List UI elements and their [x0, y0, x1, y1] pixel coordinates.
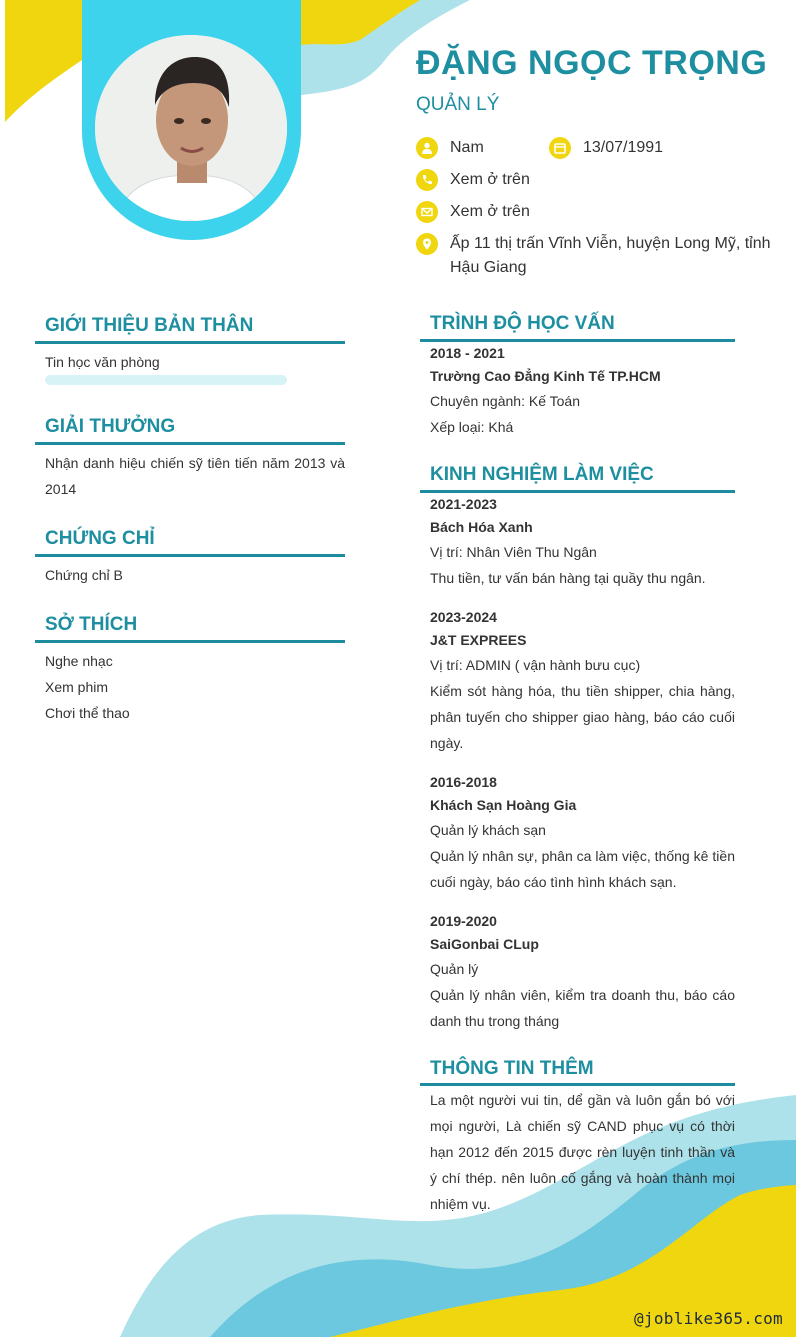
job-company: Khách Sạn Hoàng Gia: [430, 797, 577, 813]
job-description: Quản lý nhân viên, kiểm tra doanh thu, báo cáo danh thu trong tháng: [430, 987, 735, 1029]
birthday-value: 13/07/1991: [583, 139, 664, 156]
hobby-item: Xem phim: [45, 679, 109, 695]
job-period: 2019-2020: [430, 913, 497, 929]
location-pin-icon: [416, 233, 438, 255]
education-grade: Xếp loại: Khá: [430, 419, 514, 435]
education-major: Chuyên ngành: Kế Toán: [430, 393, 580, 409]
job-position: Vị trí: Nhân Viên Thu Ngân: [430, 544, 597, 560]
job-position: Quản lý: [430, 961, 479, 977]
certs-section-title: CHỨNG CHỈ: [45, 528, 155, 549]
job-company: Bách Hóa Xanh: [430, 519, 533, 535]
job-company: SaiGonbai CLup: [430, 936, 539, 952]
education-section-title: TRÌNH ĐỘ HỌC VẤN: [430, 313, 615, 334]
job-position: Vị trí: ADMIN ( vận hành bưu cục): [430, 657, 641, 673]
job-description: Kiểm sót hàng hóa, thu tiền shipper, chia hàng, phân tuyến cho shipper giao hàng, báo cáo cuối ngày.: [430, 683, 735, 751]
gender-row: [416, 136, 484, 160]
phone-icon: [416, 169, 438, 191]
mail-icon: [416, 201, 438, 223]
email-row: [416, 200, 530, 224]
top-left-yellow-wave: [5, 0, 82, 122]
intro-section-title: GIỚI THIỆU BẢN THÂN: [45, 315, 254, 336]
hobbies-section-divider: [35, 640, 345, 643]
extra-section-divider: [420, 1083, 735, 1086]
education-period: 2018 - 2021: [430, 345, 505, 361]
birthday-row: [549, 136, 663, 160]
job-description: Thu tiền, tư vấn bán hàng tại quầy thu ngân.: [430, 570, 706, 586]
job-position: Quản lý khách sạn: [430, 822, 546, 838]
skill-name: Tin học văn phòng: [45, 354, 160, 370]
phone-value: Xem ở trên: [450, 171, 530, 188]
intro-section-divider: [35, 341, 345, 344]
hobby-item: Nghe nhạc: [45, 653, 113, 669]
job-title: QUẢN LÝ: [416, 94, 500, 115]
certs-section-divider: [35, 554, 345, 557]
extra-section-title: THÔNG TIN THÊM: [430, 1058, 594, 1079]
skill-bar: [45, 375, 287, 385]
email-value: Xem ở trên: [450, 203, 530, 220]
awards-section-title: GIẢI THƯỞNG: [45, 416, 176, 437]
phone-row: [416, 168, 530, 192]
experience-section-title: KINH NGHIỆM LÀM VIỆC: [430, 464, 654, 485]
hobbies-section-title: SỞ THÍCH: [45, 614, 138, 635]
calendar-icon: [549, 137, 571, 159]
gender-value: Nam: [450, 139, 484, 156]
school-name: Trường Cao Đẳng Kinh Tế TP.HCM: [430, 368, 661, 384]
job-company: J&T EXPREES: [430, 632, 527, 648]
awards-text: Nhận danh hiệu chiến sỹ tiên tiến năm 2013 và 2014: [45, 455, 345, 497]
watermark: @joblike365.com: [634, 1309, 783, 1328]
job-period: 2016-2018: [430, 774, 497, 790]
address-value: Ấp 11 thị trấn Vĩnh Viễn, huyện Long Mỹ, tỉnh Hậu Giang: [450, 235, 771, 276]
user-icon: [416, 137, 438, 159]
job-period: 2023-2024: [430, 609, 497, 625]
profile-photo: [95, 35, 287, 221]
hobby-item: Chơi thể thao: [45, 705, 130, 721]
job-description: Quản lý nhân sự, phân ca làm việc, thống kê tiền cuối ngày, báo cáo tình hình khách sạn.: [430, 848, 735, 890]
candidate-name: ĐẶNG NGỌC TRỌNG: [416, 44, 768, 82]
address-row: [416, 232, 776, 280]
job-period: 2021-2023: [430, 496, 497, 512]
awards-section-divider: [35, 442, 345, 445]
extra-text: La một người vui tin, dể gần và luôn gắn bó với mọi người, Là chiến sỹ CAND phục vụ có thời hạn 2012 đến 2015 được rèn luyện tinh thần và ý chí thép. nên luôn cố gắng và hoàn thành mọi nhiệm vụ.: [430, 1092, 735, 1212]
cert-text: Chứng chỉ B: [45, 567, 123, 583]
